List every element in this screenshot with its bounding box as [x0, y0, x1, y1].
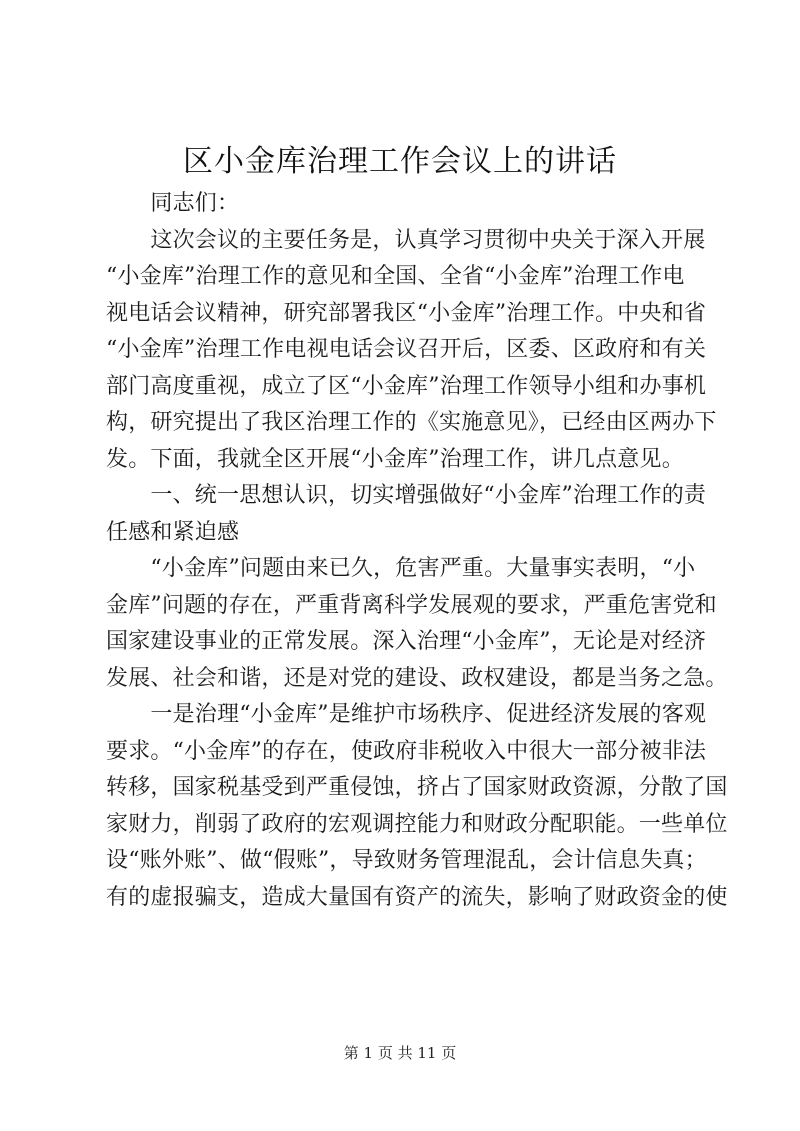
body-line: 一是治理“小金库”是维护市场秩序、促进经济发展的客观: [106, 702, 707, 727]
document-title: 区小金库治理工作会议上的讲话: [183, 144, 617, 179]
body-line: “小金库”治理工作的意见和全国、全省“小金库”治理工作电: [106, 264, 685, 289]
body-line: 家财力，削弱了政府的宏观调控能力和财政分配职能。一些单位: [106, 811, 728, 837]
body-line: 设“账外账”、做“假账”，导致财务管理混乱，会计信息失真；: [106, 848, 707, 873]
body-line: 发展、社会和谐，还是对党的建设、政权建设，都是当务之急。: [106, 665, 728, 691]
body-line: 发。下面，我就全区开展“小金库”治理工作，讲几点意见。: [106, 446, 684, 472]
body-line: 要求。“小金库”的存在，使政府非税收入中很大一部分被非法: [106, 738, 707, 764]
body-line: 部门高度重视，成立了区“小金库”治理工作领导小组和办事机: [106, 373, 707, 399]
section-heading-line: 一、统一思想认识，切实增强做好“小金库”治理工作的责: [106, 483, 707, 508]
body-line: “小金库”治理工作电视电话会议召开后，区委、区政府和有关: [106, 337, 707, 362]
body-line: 视电话会议精神，研究部署我区“小金库”治理工作。中央和省: [106, 300, 707, 326]
document-body: [106, 186, 728, 916]
page-number-footer: 第 1 页 共 11 页: [343, 1044, 457, 1062]
body-line: 这次会议的主要任务是，认真学习贯彻中央关于深入开展: [106, 227, 706, 253]
body-line: 国家建设事业的正常发展。深入治理“小金库”，无论是对经济: [106, 629, 707, 654]
body-line: 构，研究提出了我区治理工作的《实施意见》，已经由区两办下: [106, 410, 717, 435]
body-line: 同志们：: [106, 191, 240, 216]
section-heading-line: 任感和紧迫感: [106, 519, 240, 545]
body-line: “小金库”问题由来已久，危害严重。大量事实表明，“小: [106, 556, 696, 581]
body-line: 转移，国家税基受到严重侵蚀，挤占了国家财政资源，分散了国: [106, 775, 728, 800]
body-line: 金库”问题的存在，严重背离科学发展观的要求，严重危害党和: [106, 592, 717, 618]
body-line: 有的虚报骗支，造成大量国有资产的流失，影响了财政资金的使: [106, 884, 728, 910]
